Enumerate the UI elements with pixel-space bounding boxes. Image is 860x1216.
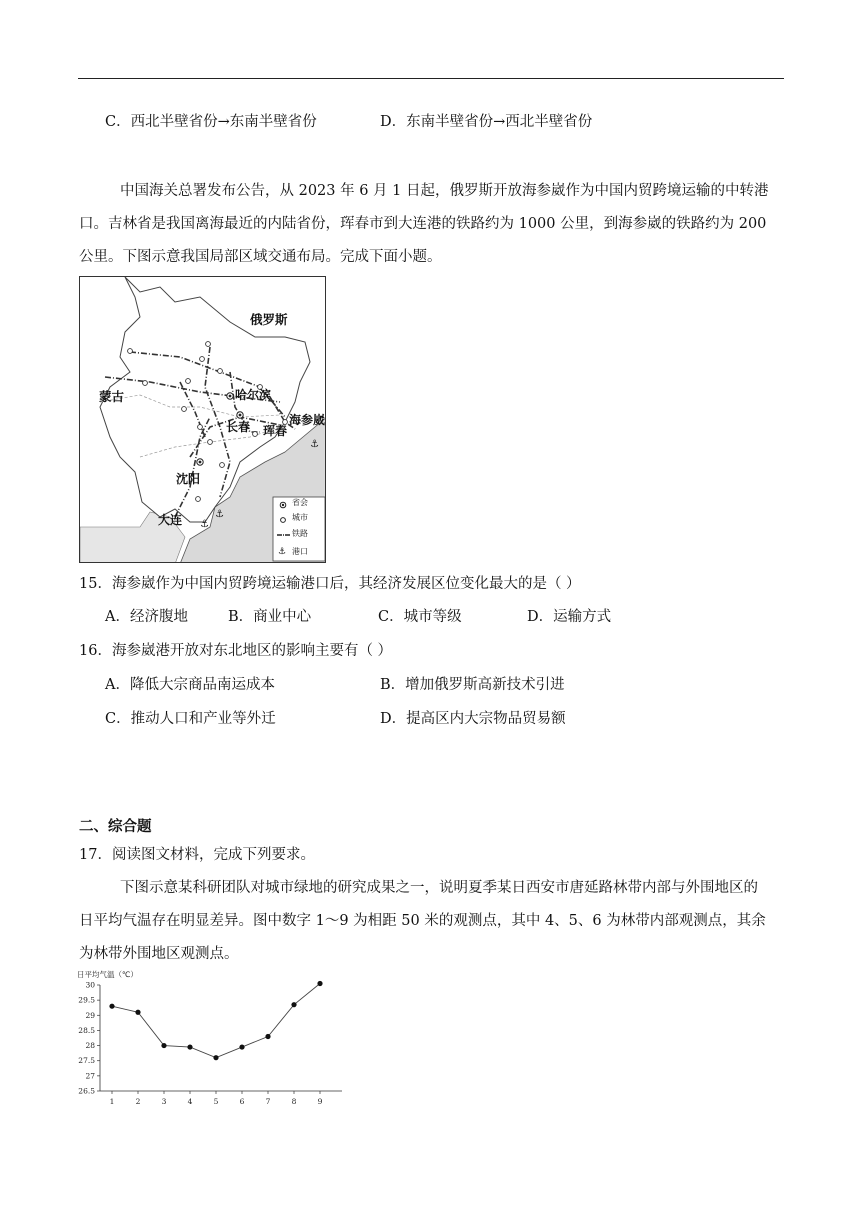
x-tick-label: 3 [161, 1097, 167, 1106]
passage1-line2: 口。吉林省是我国离海最近的内陆省份，珲春市到大连港的铁路约为 1000 公里，到海参崴的铁路约为 200 [79, 216, 767, 232]
data-point [239, 1044, 244, 1049]
y-tick-label: 27.5 [78, 1056, 95, 1066]
q16-option-d[interactable]: D．提高区内大宗物品贸易额 [380, 711, 566, 727]
q14-option-c[interactable]: C．西北半壁省份→东南半壁省份 [105, 114, 317, 130]
legend-city: 城市 [292, 513, 308, 522]
y-tick-label: 27 [85, 1071, 95, 1081]
y-tick-label: 29 [85, 1010, 95, 1020]
y-tick-label: 29.5 [78, 995, 95, 1005]
legend-capital: 省会 [292, 498, 308, 507]
chart-svg [74, 968, 349, 1108]
data-point [213, 1055, 218, 1060]
map-label-hunchun: 珲春 [263, 424, 288, 438]
data-point [317, 981, 322, 986]
data-point [291, 1002, 296, 1007]
q15-option-c[interactable]: C．城市等级 [378, 609, 462, 625]
map-label-shenyang: 沈阳 [176, 472, 201, 486]
q17-text-line1: 下图示意某科研团队对城市绿地的研究成果之一，说明夏季某日西安市唐延路林带内部与外围地区的 [120, 880, 758, 896]
q15-stem: 15．海参崴作为中国内贸跨境运输港口后，其经济发展区位变化最大的是（ ） [79, 576, 581, 592]
passage1-line1: 中国海关总署发布公告，从 2023 年 6 月 1 日起，俄罗斯开放海参崴作为中国内贸跨境运输的中转港 [120, 183, 769, 199]
section2-heading: 二、综合题 [79, 819, 152, 835]
data-point [109, 1004, 114, 1009]
passage1-line3: 公里。下图示意我国局部区域交通布局。完成下面小题。 [79, 249, 442, 265]
y-tick-label: 26.5 [78, 1086, 95, 1096]
q15-option-d[interactable]: D．运输方式 [527, 609, 612, 625]
header-rule [78, 78, 784, 79]
map-label-harbin: 哈尔滨 [235, 388, 272, 402]
data-point [265, 1034, 270, 1039]
series-line [112, 983, 320, 1057]
x-tick-label: 7 [265, 1097, 271, 1106]
q17-text-line2: 日平均气温存在明显差异。图中数字 1～9 为相距 50 米的观测点，其中 4、5、6 为林带内部观测点，其余 [79, 913, 766, 929]
data-point [187, 1044, 192, 1049]
y-tick-label: 30 [85, 980, 95, 990]
svg-text:⚓: ⚓ [200, 519, 209, 530]
y-tick-label: 28.5 [78, 1025, 95, 1035]
svg-text:⚓: ⚓ [215, 509, 224, 520]
data-point [135, 1010, 140, 1015]
x-tick-label: 2 [135, 1097, 141, 1106]
q16-option-a[interactable]: A．降低大宗商品南运成本 [105, 677, 275, 693]
x-tick-label: 8 [291, 1097, 297, 1106]
q17-text-line3: 为林带外围地区观测点。 [79, 946, 239, 962]
q16-option-c[interactable]: C．推动人口和产业等外迁 [105, 711, 276, 727]
x-tick-label: 4 [187, 1097, 193, 1106]
svg-text:⚓: ⚓ [310, 439, 319, 450]
x-tick-label: 6 [239, 1097, 245, 1106]
q15-option-b[interactable]: B．商业中心 [228, 609, 312, 625]
q16-stem: 16．海参崴港开放对东北地区的影响主要有（ ） [79, 643, 393, 659]
x-tick-label: 1 [109, 1097, 115, 1106]
q14-option-d[interactable]: D．东南半壁省份→西北半壁省份 [380, 114, 593, 130]
x-tick-label: 5 [213, 1097, 219, 1106]
map-label-mongolia: 蒙古 [99, 389, 125, 404]
q17-stem: 17．阅读图文材料，完成下列要求。 [79, 847, 315, 863]
map-label-vladivostok: 海参崴 [289, 413, 326, 427]
map-label-russia: 俄罗斯 [250, 312, 288, 327]
y-axis-label: 日平均气温（℃） [77, 970, 138, 979]
q15-option-a[interactable]: A．经济腹地 [105, 609, 188, 625]
x-tick-label: 9 [317, 1097, 323, 1106]
q16-option-b[interactable]: B．增加俄罗斯高新技术引进 [380, 677, 565, 693]
data-point [161, 1043, 166, 1048]
map-label-changchun: 长春 [226, 420, 251, 434]
legend-railway: 铁路 [292, 529, 308, 538]
svg-text:⚓: ⚓ [278, 547, 287, 557]
map-label-dalian: 大连 [158, 513, 183, 527]
legend-port: 港口 [292, 547, 308, 556]
transport-map [79, 276, 326, 563]
temperature-chart [74, 968, 349, 1108]
y-tick-label: 28 [85, 1041, 95, 1051]
